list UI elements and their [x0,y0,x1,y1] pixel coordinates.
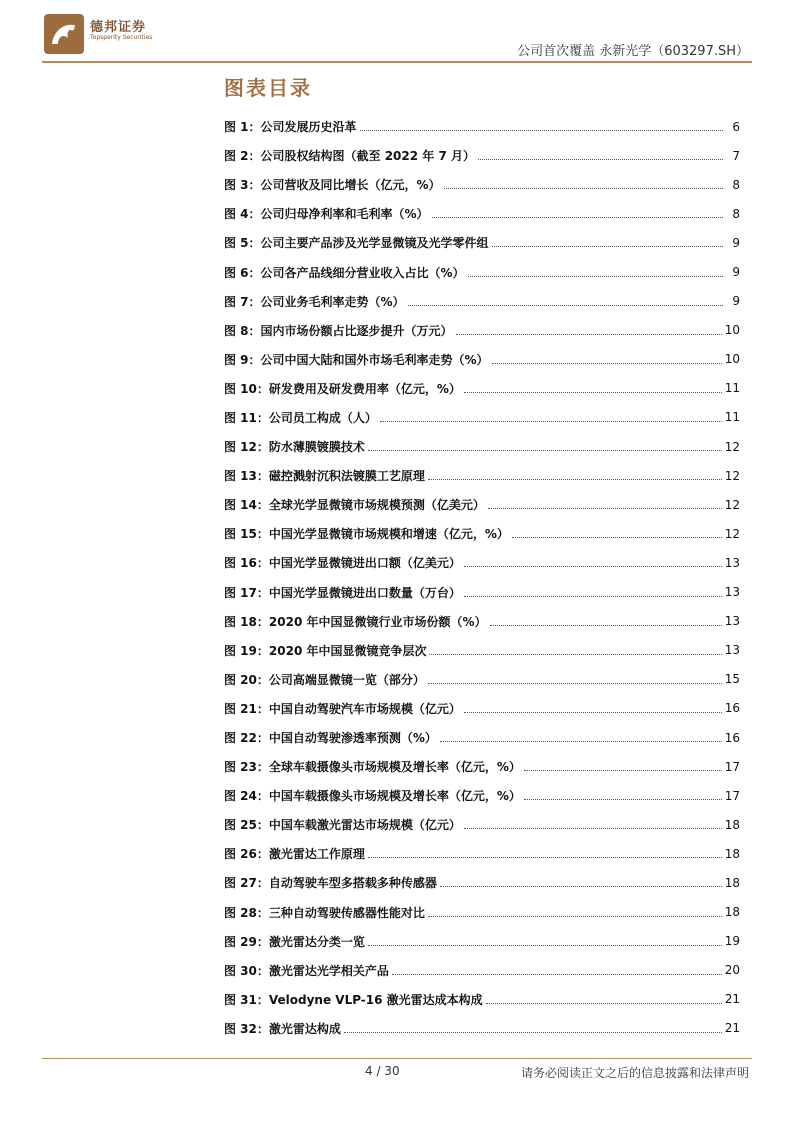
toc-page-number: 10 [724,352,740,367]
toc-figure-title: 2020 年中国显微镜竞争层次 [268,643,427,658]
toc-dot-leader [512,537,722,538]
toc-page-number: 20 [724,963,740,978]
toc-entry[interactable] [224,810,740,839]
toc-figure-number: 图 22： [224,731,269,746]
toc-figure-number: 图 18： [224,614,269,629]
toc-page-number: 19 [724,934,740,949]
toc-dot-leader [440,741,722,742]
toc-figure-title: 中国光学显微镜进出口数量（万台） [268,585,461,600]
toc-page-number: 21 [724,992,740,1007]
toc-page-number: 17 [724,759,740,774]
toc-figure-number: 图 30： [224,963,269,978]
toc-figure-number: 图 11： [224,410,269,425]
toc-page-number: 17 [724,788,740,803]
toc-figure-number: 图 5： [224,236,261,251]
toc-entry[interactable] [224,374,740,403]
page-number: 4 / 30 [365,1064,400,1078]
toc-figure-number: 图 3： [224,178,261,193]
toc-dot-leader [456,334,722,335]
toc-entry[interactable] [224,898,740,927]
toc-figure-number: 图 31： [224,992,269,1007]
toc-page-number: 18 [724,846,740,861]
toc-figure-title: 全球车载摄像头市场规模及增长率（亿元，%） [268,760,521,775]
toc-entry[interactable] [224,228,740,257]
toc-dot-leader [368,450,722,451]
toc-dot-leader [368,945,722,946]
toc-figure-number: 图 23： [224,760,269,775]
toc-figure-title: 公司归母净利率和毛利率（%） [260,207,429,222]
toc-dot-leader [360,130,723,131]
toc-dot-leader [432,217,723,218]
toc-page-number: 21 [724,1021,740,1036]
toc-dot-leader [524,799,722,800]
toc-heading: 图表目录 [224,76,312,100]
toc-page-number: 9 [732,294,740,309]
toc-figure-title: 中国车载激光雷达市场规模（亿元） [268,818,461,833]
toc-figure-title: 公司营收及同比增长（亿元，%） [260,178,441,193]
toc-figure-title: 公司各产品线细分营业收入占比（%） [260,265,465,280]
toc-entry[interactable] [224,839,740,868]
figure-list [224,112,740,1043]
toc-entry[interactable] [224,170,740,199]
toc-dot-leader [408,305,723,306]
toc-page-number: 18 [724,875,740,890]
toc-page-number: 18 [724,905,740,920]
toc-dot-leader [488,508,722,509]
toc-figure-number: 图 17： [224,585,269,600]
toc-entry[interactable] [224,199,740,228]
toc-dot-leader [464,566,722,567]
toc-figure-title: 公司主要产品涉及光学显微镜及光学零件组 [260,236,489,251]
toc-entry[interactable] [224,403,740,432]
toc-entry[interactable] [224,432,740,461]
toc-page-number: 13 [724,555,740,570]
toc-figure-number: 图 32： [224,1021,269,1036]
toc-page-number: 6 [732,119,740,134]
toc-page-number: 9 [732,265,740,280]
toc-dot-leader [486,1003,722,1004]
toc-entry[interactable] [224,548,740,577]
toc-entry[interactable] [224,1014,740,1043]
toc-entry[interactable] [224,607,740,636]
toc-entry[interactable] [224,868,740,897]
toc-dot-leader [392,974,722,975]
toc-figure-title: 激光雷达分类一览 [268,934,365,949]
toc-figure-title: 公司业务毛利率走势（%） [260,294,405,309]
toc-dot-leader [492,363,722,364]
toc-entry[interactable] [224,141,740,170]
toc-entry[interactable] [224,985,740,1014]
toc-entry[interactable] [224,752,740,781]
toc-dot-leader [464,596,722,597]
toc-dot-leader [440,886,722,887]
toc-dot-leader [344,1032,722,1033]
toc-figure-number: 图 24： [224,789,269,804]
page-header [0,0,793,62]
toc-figure-title: 激光雷达构成 [268,1021,341,1036]
toc-page-number: 9 [732,235,740,250]
toc-figure-number: 图 7： [224,294,261,309]
toc-figure-number: 图 9： [224,352,261,367]
toc-figure-number: 图 4： [224,207,261,222]
toc-figure-title: 中国车载摄像头市场规模及增长率（亿元，%） [268,789,521,804]
toc-page-number: 11 [724,381,740,396]
toc-entry[interactable] [224,112,740,141]
toc-figure-number: 图 21： [224,701,269,716]
toc-figure-number: 图 13： [224,469,269,484]
toc-dot-leader [490,625,722,626]
toc-page-number: 12 [724,526,740,541]
toc-figure-title: 2020 年中国显微镜行业市场份额（%） [268,614,487,629]
toc-dot-leader [464,712,722,713]
toc-figure-number: 图 28： [224,905,269,920]
toc-figure-title: 公司股权结构图（截至 2022 年 7 月） [260,149,475,164]
disclaimer-note: 请务必阅读正文之后的信息披露和法律声明 [520,1066,749,1080]
toc-figure-title: 中国自动驾驶汽车市场规模（亿元） [268,701,461,716]
logo-icon [44,14,84,54]
toc-dot-leader [444,188,723,189]
toc-dot-leader [492,246,723,247]
toc-figure-title: 研发费用及研发费用率（亿元，%） [268,381,461,396]
toc-entry[interactable] [224,927,740,956]
toc-figure-title: 公司中国大陆和国外市场毛利率走势（%） [260,352,489,367]
toc-figure-number: 图 29： [224,934,269,949]
toc-page-number: 7 [732,148,740,163]
toc-dot-leader [428,683,722,684]
toc-entry[interactable] [224,287,740,316]
toc-entry[interactable] [224,316,740,345]
toc-entry[interactable] [224,694,740,723]
toc-figure-number: 图 20： [224,672,269,687]
toc-dot-leader [380,421,722,422]
toc-page-number: 15 [724,672,740,687]
toc-entry[interactable] [224,578,740,607]
toc-figure-number: 图 8： [224,323,261,338]
toc-figure-title: 激光雷达光学相关产品 [268,963,389,978]
footer-divider [42,1058,752,1059]
toc-dot-leader [464,828,722,829]
toc-figure-title: 国内市场份额占比逐步提升（万元） [260,323,453,338]
toc-dot-leader [428,916,722,917]
logo-english-name: Topsperity Securities [90,34,153,41]
toc-figure-number: 图 12： [224,440,269,455]
toc-entry[interactable] [224,519,740,548]
toc-entry[interactable] [224,781,740,810]
toc-figure-number: 图 2： [224,149,261,164]
toc-page-number: 18 [724,817,740,832]
toc-page-number: 12 [724,497,740,512]
toc-page-number: 13 [724,585,740,600]
toc-figure-title: 中国光学显微镜进出口额（亿美元） [268,556,461,571]
toc-figure-number: 图 14： [224,498,269,513]
toc-figure-number: 图 25： [224,818,269,833]
toc-page-number: 13 [724,643,740,658]
toc-figure-number: 图 26： [224,847,269,862]
toc-entry[interactable] [224,723,740,752]
toc-figure-title: 公司高端显微镜一览（部分） [268,672,425,687]
toc-figure-title: 自动驾驶车型多搭载多种传感器 [268,876,437,891]
toc-dot-leader [524,770,722,771]
toc-figure-title: 中国光学显微镜市场规模和增速（亿元，%） [268,527,509,542]
toc-entry[interactable] [224,257,740,286]
toc-page-number: 16 [724,701,740,716]
toc-entry[interactable] [224,636,740,665]
toc-figure-title: 全球光学显微镜市场规模预测（亿美元） [268,498,485,513]
toc-figure-title: 公司员工构成（人） [268,410,377,425]
logo-name: 德邦证券 [90,20,147,35]
toc-page-number: 12 [724,468,740,483]
header-divider [42,61,752,63]
toc-figure-number: 图 1： [224,120,261,135]
toc-page-number: 11 [724,410,740,425]
toc-page-number: 12 [724,439,740,454]
toc-entry[interactable] [224,665,740,694]
toc-dot-leader [468,276,723,277]
toc-dot-leader [464,392,722,393]
toc-figure-number: 图 6： [224,265,261,280]
toc-dot-leader [429,654,721,655]
toc-entry[interactable] [224,461,740,490]
toc-figure-number: 图 27： [224,876,269,891]
toc-figure-title: 中国自动驾驶渗透率预测（%） [268,731,437,746]
toc-page-number: 16 [724,730,740,745]
toc-entry[interactable] [224,956,740,985]
toc-figure-title: 公司发展历史沿革 [260,120,357,135]
toc-figure-title: 防水薄膜镀膜技术 [268,440,365,455]
toc-figure-number: 图 10： [224,381,269,396]
toc-entry[interactable] [224,345,740,374]
toc-figure-number: 图 19： [224,643,269,658]
toc-figure-title: 三种自动驾驶传感器性能对比 [268,905,425,920]
toc-figure-title: Velodyne VLP-16 激光雷达成本构成 [268,992,483,1007]
toc-dot-leader [368,857,722,858]
toc-page-number: 10 [724,323,740,338]
toc-dot-leader [478,159,723,160]
toc-entry[interactable] [224,490,740,519]
toc-figure-title: 磁控溅射沉积法镀膜工艺原理 [268,469,425,484]
report-title: 公司首次覆盖 永新光学（603297.SH） [517,44,749,59]
toc-page-number: 13 [724,614,740,629]
toc-figure-number: 图 15： [224,527,269,542]
toc-figure-title: 激光雷达工作原理 [268,847,365,862]
toc-page-number: 8 [732,177,740,192]
toc-dot-leader [428,479,722,480]
toc-page-number: 8 [732,206,740,221]
toc-figure-number: 图 16： [224,556,269,571]
